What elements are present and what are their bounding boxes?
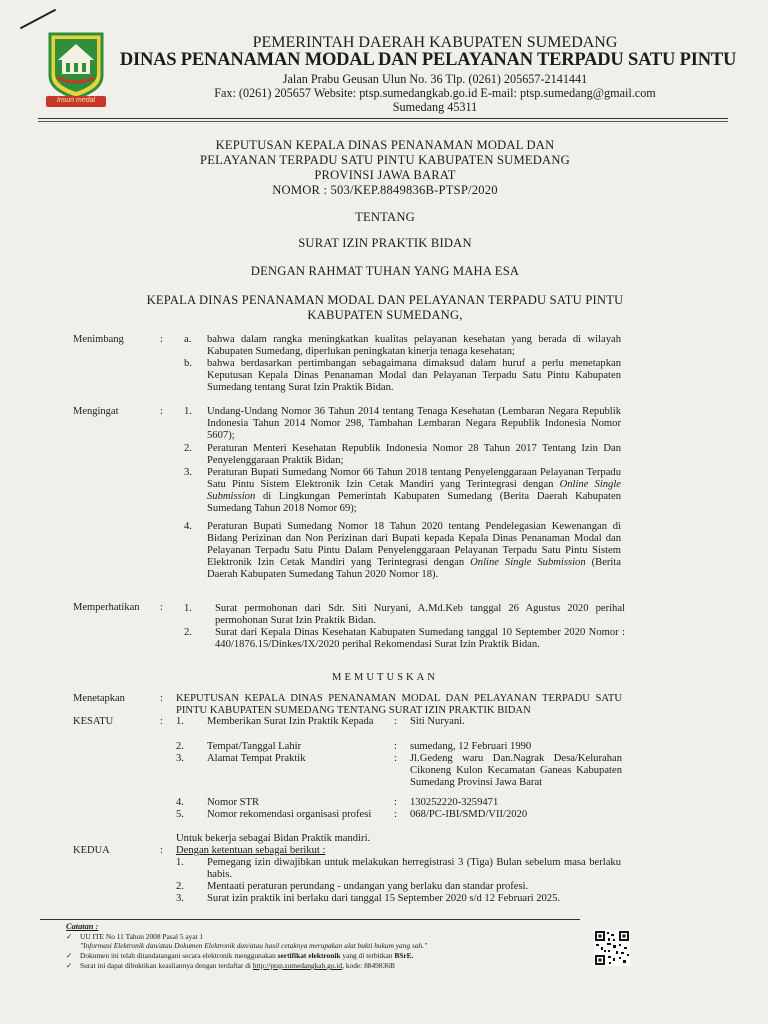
item-number: 2. — [184, 627, 192, 638]
field-label: Nomor STR — [207, 797, 260, 808]
catatan-2: Dokumen ini telah ditandatangani secara elektronik menggunakan sertifikat elektronik yang di terbitkan BSrE. — [80, 951, 414, 960]
check-icon: ✓ — [66, 951, 73, 960]
rahmat-line: DENGAN RAHMAT TUHAN YANG MAHA ESA — [250, 264, 520, 278]
header-city: Sumedang 45311 — [392, 100, 478, 114]
memperhatikan-label: Memperhatikan — [73, 602, 140, 613]
field-value: Siti Nuryani. — [410, 716, 465, 727]
check-icon: ✓ — [66, 932, 73, 941]
catatan-title: Catatan : — [66, 922, 99, 931]
verification-link[interactable]: http://ptsp.sumedangkab.go.id — [252, 961, 343, 970]
colon: : — [394, 753, 397, 764]
kedua-3-text: Surat izin praktik ini berlaku dari tanggal 15 September 2020 s/d 12 Februari 2025. — [207, 893, 561, 904]
kesatu-label: KESATU — [73, 716, 114, 727]
kedua-1-text: Pemegang izin diwajibkan untuk melakukan herregistrasi 3 (Tiga) Bulan sebelum masa berlaku habis. — [207, 857, 621, 880]
field-value: sumedang, 12 Februari 1990 — [410, 741, 532, 752]
colon: : — [394, 716, 397, 727]
field-value: 130252220-3259471 — [410, 797, 499, 808]
decree-subject: SURAT IZIN PRAKTIK BIDAN — [298, 236, 472, 250]
item-number: 1. — [176, 857, 184, 868]
colon: : — [160, 334, 163, 345]
kedua-intro: Dengan ketentuan sebagai berikut : — [176, 845, 326, 856]
field-value: 068/PC-IBI/SMD/VII/2020 — [410, 809, 528, 820]
mengingat-3-text: Peraturan Bupati Sumedang Nomor 66 Tahun 2018 tentang Penyelenggaraan Pelayanan Terpadu Satu Pintu Sistem Elektronik Izin Cetak Mandiri yang Terintegrasi dengan Online Single Submission di Lingkungan Pemerintah Kabupaten Sumedang (Berita Daerah Kabupaten Sumedang Tahun 2018 Nomor 69); — [207, 467, 621, 514]
field-label: Memberikan Surat Izin Praktik Kepada — [207, 716, 374, 727]
regency-logo — [44, 30, 108, 110]
item-mark: a. — [184, 334, 192, 345]
catatan-1: UU ITE No 11 Tahun 2008 Pasal 5 ayat 1 — [80, 932, 204, 941]
item-number: 2. — [184, 443, 192, 454]
item-number: 1. — [176, 716, 184, 727]
logo-motto: Insun medal — [56, 97, 96, 104]
kesatu-closing: Untuk bekerja sebagai Bidan Praktik mandiri. — [176, 833, 371, 844]
footer-rule — [40, 919, 580, 920]
colon: : — [160, 693, 163, 704]
title-line-3: PROVINSI JAWA BARAT — [314, 168, 456, 182]
menimbang-b-text: bahwa berdasarkan pertimbangan sebagaimana dimaksud dalam huruf a perlu menetapkan Keputusan Kepala Dinas Penanaman Modal dan Pelayanan Terpadu Satu Pintu Kabupaten Sumedang tentang Surat Izin Praktik Bidan. — [207, 358, 621, 393]
colon: : — [160, 716, 163, 727]
item-number: 2. — [176, 741, 184, 752]
header-rule-thick — [38, 118, 728, 119]
header-contact: Fax: (0261) 205657 Website: ptsp.sumedangkab.go.id E-mail: ptsp.sumedang@gmail.com — [214, 86, 656, 100]
header-rule-thin — [38, 121, 728, 122]
colon: : — [160, 602, 163, 613]
colon: : — [160, 845, 163, 856]
tentang-heading: TENTANG — [355, 210, 415, 224]
field-value: Jl.Gedeng waru Dan.Nagrak Desa/Kelurahan Cikoneng Kulon Kecamatan Ganeas Kabupaten Sumedang Provinsi Jawa Barat — [410, 753, 622, 788]
check-icon: ✓ — [66, 961, 73, 970]
field-label: Tempat/Tanggal Lahir — [207, 741, 302, 752]
item-number: 1. — [184, 406, 192, 417]
menimbang-label: Menimbang — [73, 334, 124, 345]
memperhatikan-1-text: Surat permohonan dari Sdr. Siti Nuryani, A.Md.Keb tanggal 26 Agustus 2020 perihal permohonan Surat Izin Praktik Bidan. — [215, 603, 625, 626]
item-number: 3. — [176, 893, 184, 904]
item-number: 4. — [184, 521, 192, 532]
mengingat-label: Mengingat — [73, 406, 119, 417]
header-government: PEMERINTAH DAERAH KABUPATEN SUMEDANG — [252, 34, 618, 51]
title-line-2: PELAYANAN TERPADU SATU PINTU KABUPATEN SUMEDANG — [200, 153, 570, 167]
menimbang-a-text: bahwa dalam rangka meningkatkan kualitas pelayanan kesehatan yang berada di wilayah Kabupaten Sumedang, diperlukan peningkatan kinerja tenaga kesehatan; — [207, 334, 621, 357]
mengingat-2-text: Peraturan Menteri Kesehatan Republik Indonesia Nomor 28 Tahun 2017 Tentang Izin Dan Penyelenggaraan Praktik Bidan; — [207, 443, 621, 466]
colon: : — [394, 797, 397, 808]
item-number: 4. — [176, 797, 184, 808]
qr-code — [594, 930, 630, 966]
mengingat-4-text: Peraturan Bupati Sumedang Nomor 18 Tahun 2020 tentang Pendelegasian Kewenangan di Bidang Perizinan dan Non Perizinan dari Bupati kepada Kepala Dinas Penanaman Modal dan Pelayanan Terpadu Satu Pintu Dalam Penyelenggaraan Pelayanan Terpadu Satu Pintu Sistem Elektronik Izin Cetak Mandiri yang Terintegrasi dengan Online Single Submission (Berita Daerah Kabupaten Sumedang Tahun 2020 Nomor 18). — [207, 521, 622, 580]
item-number: 5. — [176, 809, 184, 820]
item-number: 3. — [184, 467, 192, 478]
item-number: 1. — [184, 603, 192, 614]
field-label: Alamat Tempat Praktik — [207, 753, 306, 764]
item-number: 3. — [176, 753, 184, 764]
official-line-1: KEPALA DINAS PENANAMAN MODAL DAN PELAYANAN TERPADU SATU PINTU — [146, 293, 624, 307]
menetapkan-label: Menetapkan — [73, 693, 125, 704]
memutuskan-heading: MEMUTUSKAN — [332, 672, 438, 683]
catatan-3: Surat ini dapat dibuktikan keasliannya dengan terdaftar di http://ptsp.sumedangkab.go.id, kode: 8849836B — [80, 961, 395, 970]
header-agency: DINAS PENANAMAN MODAL DAN PELAYANAN TERPADU SATU PINTU — [119, 50, 737, 70]
memperhatikan-2-text: Surat dari Kepala Dinas Kesehatan Kabupaten Sumedang tanggal 10 September 2020 Nomor : 440/1876.15/Dinkes/IX/2020 perihal Rekomendasi Surat Izin Praktik Bidan. — [215, 627, 625, 650]
kedua-2-text: Mentaati peraturan perundang - undangan yang berlaku dan standar profesi. — [207, 881, 529, 892]
item-number: 2. — [176, 881, 184, 892]
item-mark: b. — [184, 358, 192, 369]
official-line-2: KABUPATEN SUMEDANG, — [307, 308, 463, 322]
scan-pen-mark — [20, 9, 56, 30]
kedua-label: KEDUA — [73, 845, 110, 856]
decree-number: NOMOR : 503/KEP.8849836B-PTSP/2020 — [272, 183, 498, 197]
colon: : — [160, 406, 163, 417]
colon: : — [394, 741, 397, 752]
title-line-1: KEPUTUSAN KEPALA DINAS PENANAMAN MODAL DAN — [215, 138, 555, 152]
field-label: Nomor rekomendasi organisasi profesi — [207, 809, 372, 820]
catatan-1-quote: "Informasi Elektronik dan/atau Dokumen Elektronik dan/atau hasil cetaknya merupakan alat bukti hukum yang sah." — [80, 941, 428, 950]
header-address: Jalan Prabu Geusan Ulun No. 36 Tlp. (0261) 205657-2141441 — [282, 72, 588, 86]
mengingat-1-text: Undang-Undang Nomor 36 Tahun 2014 tentang Tenaga Kesehatan (Lembaran Negara Republik Indonesia Tahun 2014 Nomor 298, Tambahan Lembaran Negara Republik Indonesia Nomor 5607); — [207, 406, 621, 441]
colon: : — [394, 809, 397, 820]
menetapkan-text: KEPUTUSAN KEPALA DINAS PENANAMAN MODAL DAN PELAYANAN TERPADU SATU PINTU KABUPATEN SUMEDANG TENTANG SURAT IZIN PRAKTIK BIDAN — [176, 693, 622, 716]
